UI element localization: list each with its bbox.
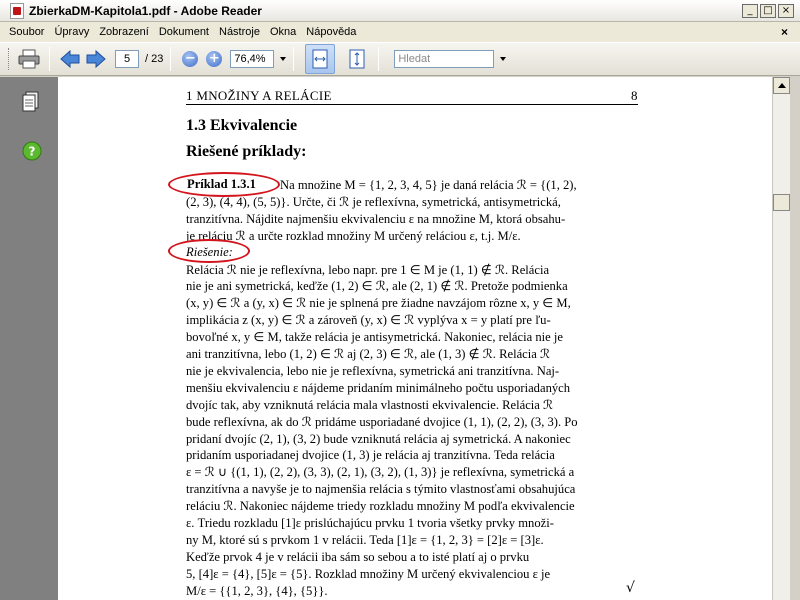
menu-soubor[interactable]: Soubor (9, 26, 45, 38)
fit-width-icon (311, 49, 329, 69)
zoom-out-button[interactable]: − (182, 51, 198, 67)
solution-line: bovoľné x, y ∈ M, takže relácia je antisymetrická. Nakoniec, relácia nie je (186, 330, 563, 345)
toolbar-grip[interactable] (8, 48, 11, 70)
search-dropdown-arrow-icon[interactable] (500, 57, 506, 61)
page-number-input[interactable]: 5 (115, 50, 139, 68)
solution-line: pridaní dvojíc (2, 1), (3, 2) bude vzniknutá relácia aj symetrická. A nakoniec (186, 431, 571, 446)
solution-line: ny M, ktoré sú s prvkom 1 v relácii. Teda [1]ε = {1, 2, 3} = [2]ε = [3]ε. (186, 532, 544, 547)
toolbar-separator (293, 47, 294, 71)
solution-line: bude reflexívna, ak do ℛ pridáme usporiadané dvojice (1, 1), (2, 2), (3, 3). Po (186, 414, 578, 429)
pages-icon (22, 91, 40, 113)
solution-line: tranzitívna a navyše je to najmenšia relácia s týmito vlastnosťami obsahujúca (186, 482, 576, 497)
solution-line: Keďže prvok 4 je v relácii iba sám so sebou a to isté platí aj o prvku (186, 549, 530, 564)
svg-text:?: ? (28, 144, 36, 159)
solution-line: menšiu ekvivalenciu ε nájdeme pridaním minimálneho počtu usporiadaných (186, 380, 571, 395)
window-title: ZbierkaDM-Kapitola1.pdf - Adobe Reader (29, 3, 262, 18)
example-line: (2, 3), (4, 4), (5, 5)}. Určte, či ℛ je reflexívna, symetrická, antisymetrická, (186, 194, 561, 209)
solution-line: ε = ℛ ∪ {(1, 1), (2, 2), (3, 3), (2, 1), (3, 2), (1, 3)} je reflexívna, symetrická a (186, 465, 575, 480)
header-rule (186, 104, 638, 105)
running-header: 1 MNOŽINY A RELÁCIE (186, 88, 332, 103)
minimize-button[interactable]: _ (742, 4, 758, 18)
menu-napoveda[interactable]: Nápověda (306, 26, 357, 38)
zoom-level-select[interactable] (230, 50, 274, 68)
menu-bar (0, 22, 800, 42)
arrow-left-icon (60, 50, 80, 68)
help-panel-button[interactable] (22, 141, 42, 166)
end-of-proof-mark: √ (626, 580, 635, 596)
scroll-up-button[interactable] (773, 77, 790, 94)
solution-line: Relácia ℛ nie je reflexívna, lebo napr. pre 1 ∈ M je (1, 1) ∉ ℛ. Relácia (186, 262, 550, 277)
page-total: / 23 (145, 53, 164, 65)
toolbar-separator (378, 47, 379, 71)
example-line: Na množine M = {1, 2, 3, 4, 5} je daná relácia ℛ = {(1, 2), (280, 178, 577, 192)
document-view[interactable] (58, 77, 772, 600)
search-placeholder: Hledat (398, 53, 431, 65)
example-line: tranzitívna. Nájdite najmenšiu ekvivalenciu ε na množine M, ktorá obsahu- (186, 211, 566, 226)
fit-page-button[interactable] (343, 45, 371, 73)
solution-line: ani tranzitívna, lebo (1, 2) ∈ ℛ aj (2, 3) ∈ ℛ, ale (1, 3) ∉ ℛ. Relácia ℛ (186, 347, 551, 361)
annotation-oval-example (168, 172, 280, 197)
printer-icon (18, 49, 40, 69)
fit-width-button[interactable] (305, 44, 335, 74)
restore-button[interactable]: □ (760, 4, 776, 18)
close-button[interactable]: × (778, 4, 794, 18)
pages-panel-button[interactable] (22, 91, 40, 118)
solution-line: pridaním usporiadanej dvojice (1, 3) je relácia aj tranzitívna. Teda relácia (186, 448, 555, 463)
example-label: Príklad 1.3.1 (187, 177, 256, 191)
solution-line: 5, [4]ε = {4}, [5]ε = {5}. Rozklad množiny M určený ekvivalenciou ε je (186, 566, 551, 581)
fit-page-icon (348, 49, 366, 69)
menu-upravy[interactable]: Úpravy (54, 26, 90, 38)
solution-line: reláciu ℛ. Nakoniec nájdeme triedy rozkladu množiny M podľa ekvivalencie (186, 499, 575, 514)
zoom-dropdown-arrow-icon[interactable] (280, 57, 286, 61)
pdf-file-icon (10, 3, 24, 19)
annotation-oval-solution (168, 239, 250, 263)
subsection-heading: Riešené príklady: (186, 143, 307, 160)
example-line: je reláciu ℛ a určte rozklad množiny M určený reláciou ε, t.j. M/ε. (186, 228, 521, 243)
toolbar-separator (49, 47, 50, 71)
arrow-right-icon (86, 50, 106, 68)
menu-dokument[interactable]: Dokument (158, 26, 209, 38)
pdf-page (58, 77, 772, 600)
window-controls (742, 4, 794, 18)
solution-line: nie je ekvivalencia, lebo nie je reflexívna, symetrická ani tranzitívna. Naj- (186, 363, 560, 378)
window-right-edge (790, 77, 800, 600)
vertical-scrollbar[interactable] (772, 77, 790, 600)
solution-line: nie je ani symetrická, keďže (1, 2) ∈ ℛ, ale (2, 1) ∉ ℛ. Pretože podmienka (186, 279, 568, 294)
zoom-level-value: 76,4% (234, 53, 266, 65)
document-close-button[interactable]: × (780, 25, 788, 39)
menu-nastroje[interactable]: Nástroje (219, 26, 260, 38)
solution-line: ε. Triedu rozkladu [1]ε prislúchajúcu prvku 1 tvoria všetky prvky množi- (186, 516, 554, 530)
solution-line: M/ε = {{1, 2, 3}, {4}, {5}}. (186, 583, 328, 598)
solution-line: implikácia z (x, y) ∈ ℛ a zároveň (y, x) ∈ ℛ vyplýva x = y platí pre ľu- (186, 313, 551, 328)
menu-zobrazeni[interactable]: Zobrazení (99, 26, 149, 38)
toolbar-separator (170, 47, 171, 71)
section-heading: 1.3 Ekvivalencie (186, 117, 298, 134)
toolbar (0, 42, 800, 76)
zoom-in-button[interactable]: + (206, 51, 222, 67)
next-page-button[interactable] (83, 46, 109, 72)
solution-label: Riešenie: (186, 244, 233, 259)
search-input[interactable] (394, 50, 494, 68)
scrollbar-thumb[interactable] (773, 194, 790, 211)
solution-line: (x, y) ∈ ℛ a (y, x) ∈ ℛ nie je splnená pre žiadne navzájom rôzne x, y ∈ M, (186, 296, 571, 311)
menu-okna[interactable]: Okna (269, 26, 297, 38)
title-bar (0, 0, 800, 22)
solution-line: dvojíc tak, aby vzniknutá relácia mala vlastnosti ekvivalencie. Relácia ℛ (186, 397, 554, 412)
page-number: 8 (631, 88, 638, 103)
navigation-pane (0, 77, 58, 600)
help-icon (22, 141, 42, 161)
previous-page-button[interactable] (57, 46, 83, 72)
print-button[interactable] (16, 46, 42, 72)
